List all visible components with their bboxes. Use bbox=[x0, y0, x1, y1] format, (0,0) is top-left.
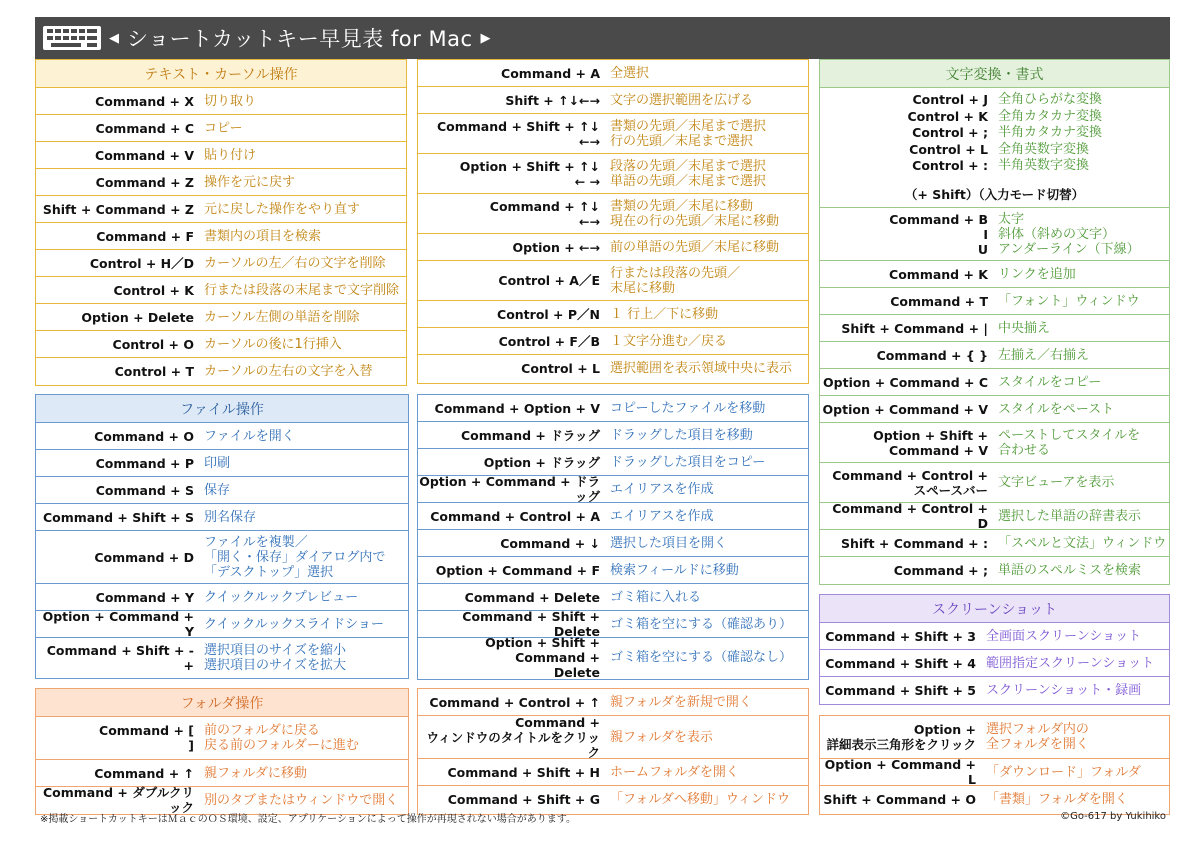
input-mode-note: （+ Shift）（入力モード切替） bbox=[904, 186, 1085, 202]
section-file-2 bbox=[417, 394, 809, 680]
shortcut-description: 選択範囲を表示領域中央に表示 bbox=[610, 360, 793, 376]
shortcut-row bbox=[820, 556, 1169, 583]
shortcut-key: Option + Command + Y bbox=[42, 609, 194, 639]
shortcut-key: Command + D bbox=[94, 549, 194, 565]
section-screenshot bbox=[819, 594, 1170, 705]
shortcut-key: Command + V bbox=[95, 147, 194, 163]
shortcut-description: ドラッグした項目を移動 bbox=[610, 427, 753, 443]
shortcut-key: Command + Z bbox=[95, 174, 194, 190]
shortcut-row bbox=[36, 476, 408, 503]
shortcut-description: 親フォルダを新規で開く bbox=[610, 694, 752, 710]
shortcut-key: Command + [ ] bbox=[99, 723, 194, 753]
section-header: 文字変換・書式 bbox=[820, 60, 1169, 87]
shortcut-description: ドラッグした項目をコピー bbox=[610, 454, 766, 470]
shortcut-row bbox=[36, 449, 408, 476]
shortcut-key: Shift + Command + O bbox=[823, 791, 976, 807]
section-text-cursor-2 bbox=[417, 59, 809, 384]
shortcut-key: Option + Delete bbox=[81, 309, 194, 325]
shortcut-key: Control + T bbox=[114, 363, 194, 379]
shortcut-description: スタイルをペースト bbox=[998, 401, 1115, 417]
shortcut-row bbox=[418, 502, 808, 529]
shortcut-key: Control + L bbox=[521, 360, 600, 376]
shortcut-row bbox=[820, 676, 1169, 703]
shortcut-row bbox=[820, 622, 1169, 649]
shortcut-row bbox=[36, 530, 408, 583]
shortcut-row bbox=[820, 649, 1169, 676]
shortcut-key: Shift + ↑↓←→ bbox=[505, 92, 600, 108]
shortcut-description: 全選択 bbox=[610, 65, 650, 81]
shortcut-row bbox=[820, 462, 1169, 502]
shortcut-key: Command + K bbox=[889, 266, 988, 282]
shortcut-row bbox=[36, 583, 408, 610]
shortcut-description: 貼り付け bbox=[204, 147, 257, 163]
shortcut-description: 選択フォルダ内の 全フォルダを開く bbox=[986, 722, 1089, 752]
shortcut-description: １ 行上／下に移動 bbox=[610, 306, 719, 322]
shortcut-key: Option + Command + L bbox=[824, 757, 976, 787]
shortcut-description: 「スペルと文法」ウィンドウ bbox=[998, 535, 1167, 551]
shortcut-row bbox=[418, 421, 808, 448]
shortcut-description: 選択項目のサイズを縮小 選択項目のサイズを拡大 bbox=[204, 642, 346, 673]
shortcut-description: ゴミ箱に入れる bbox=[610, 589, 702, 605]
shortcut-key: Command + Shift + ↑↓ ←→ bbox=[437, 118, 600, 149]
shortcut-key: Command + Option + V bbox=[434, 400, 600, 416]
shortcut-description: スクリーンショット・録画 bbox=[986, 682, 1142, 698]
shortcut-key: Shift + Command + | bbox=[841, 320, 988, 336]
shortcut-row bbox=[418, 354, 808, 381]
shortcut-key: Command + A bbox=[501, 65, 600, 81]
shortcut-description: 親フォルダを表示 bbox=[610, 729, 713, 745]
shortcut-description: 書類内の項目を検索 bbox=[204, 228, 322, 244]
shortcut-key: Shift + Command + Z bbox=[42, 201, 194, 217]
section-char-format bbox=[819, 59, 1170, 585]
shortcut-description: 左揃え／右揃え bbox=[998, 347, 1090, 363]
section-header: スクリーンショット bbox=[820, 595, 1169, 622]
shortcut-description: 範囲指定スクリーンショット bbox=[986, 655, 1155, 671]
shortcut-row bbox=[36, 759, 408, 786]
shortcut-description: 別のタブまたはウィンドウで開く bbox=[204, 792, 399, 808]
shortcut-description: 書類の先頭／末尾まで選択 行の先頭／末尾まで選択 bbox=[610, 118, 767, 149]
shortcut-row bbox=[36, 330, 406, 357]
shortcut-description: 全角ひらがな変換 全角カタカナ変換 半角カタカナ変換 全角英数字変換 半角英数字変換 bbox=[998, 92, 1103, 174]
shortcut-key: Command + Shift + 3 bbox=[825, 628, 976, 644]
shortcut-description: ファイルを複製／ 「開く・保存」ダイアログ内で 「デスクトップ」選択 bbox=[204, 534, 386, 580]
shortcut-description: 「フォント」ウィンドウ bbox=[998, 293, 1140, 309]
shortcut-description: ペーストしてスタイルを 合わせる bbox=[998, 427, 1141, 458]
shortcut-key: Command + ↓ bbox=[500, 535, 600, 551]
shortcut-row bbox=[820, 87, 1169, 207]
shortcut-row bbox=[820, 260, 1169, 287]
shortcut-key: Control + A／E bbox=[498, 273, 600, 288]
footnote: ※掲載ショートカットキーはＭａｃのＯＳ環境、設定、アプリケーションによって操作が再現されない場合があります。 bbox=[40, 814, 576, 825]
shortcut-key: Command + Y bbox=[95, 589, 194, 605]
shortcut-description: 段落の先頭／末尾まで選択 単語の先頭／末尾まで選択 bbox=[610, 158, 767, 189]
shortcut-row bbox=[418, 394, 808, 421]
shortcut-key: Command + Shift + G bbox=[447, 791, 600, 807]
shortcut-description: リンクを追加 bbox=[998, 266, 1076, 282]
shortcut-description: 「書類」フォルダを開く bbox=[986, 791, 1128, 807]
shortcut-description: 選択した項目を開く bbox=[610, 535, 728, 551]
keyboard-icon bbox=[43, 26, 101, 50]
shortcut-description: 行または段落の末尾まで文字削除 bbox=[204, 282, 400, 298]
section-text-cursor bbox=[35, 59, 407, 386]
shortcut-row bbox=[36, 168, 406, 195]
shortcut-description: 前のフォルダに戻る 戻る前のフォルダーに進む bbox=[204, 723, 359, 753]
shortcut-key: Control + H／D bbox=[89, 255, 194, 271]
shortcut-description: 保存 bbox=[204, 482, 231, 498]
shortcut-description: カーソルの後に1行挿入 bbox=[204, 336, 342, 352]
shortcut-description: 太字 斜体（斜めの文字） アンダーライン（下線） bbox=[998, 211, 1140, 257]
arrow-right-icon: ▶ bbox=[480, 30, 491, 46]
shortcut-key: Command + B I U bbox=[889, 211, 988, 257]
shortcut-row bbox=[820, 502, 1169, 529]
shortcut-key: Command + ↑↓ ←→ bbox=[489, 198, 600, 229]
shortcut-key: Command + S bbox=[95, 482, 194, 498]
shortcut-key: Command + O bbox=[94, 428, 194, 444]
shortcut-key: Option + Shift + Command + V bbox=[873, 427, 988, 458]
shortcut-description: 元に戻した操作をやり直す bbox=[204, 201, 361, 217]
shortcut-description: エイリアスを作成 bbox=[610, 508, 714, 524]
section-folder-3 bbox=[819, 715, 1170, 815]
shortcut-row bbox=[418, 300, 808, 327]
shortcut-row bbox=[820, 422, 1169, 462]
shortcut-row bbox=[36, 195, 406, 222]
shortcut-row bbox=[418, 556, 808, 583]
shortcut-description: 前の単語の先頭／末尾に移動 bbox=[610, 239, 780, 255]
shortcut-key: Command + ↑ bbox=[94, 765, 194, 781]
shortcut-description: 切り取り bbox=[204, 93, 257, 109]
shortcut-description: スタイルをコピー bbox=[998, 374, 1102, 390]
shortcut-description: 操作を元に戻す bbox=[204, 174, 296, 190]
shortcut-row bbox=[418, 448, 808, 475]
shortcut-row bbox=[820, 715, 1169, 758]
shortcut-key: Command + Shift + S bbox=[42, 509, 194, 525]
shortcut-row bbox=[36, 141, 406, 168]
shortcut-row bbox=[418, 260, 808, 300]
shortcut-description: 選択した単語の辞書表示 bbox=[998, 508, 1142, 524]
shortcut-key: Command + T bbox=[890, 293, 988, 309]
shortcut-description: 検索フィールドに移動 bbox=[610, 562, 739, 578]
shortcut-row bbox=[418, 583, 808, 610]
shortcut-row bbox=[418, 59, 808, 86]
shortcut-description: 文字ビューアを表示 bbox=[998, 475, 1115, 490]
shortcut-row bbox=[36, 357, 406, 384]
shortcut-key: Shift + Command + : bbox=[840, 535, 988, 551]
shortcut-description: ファイルを開く bbox=[204, 428, 295, 444]
shortcut-key: Command + Control + A bbox=[430, 508, 600, 524]
shortcut-description: 中央揃え bbox=[998, 320, 1051, 336]
shortcut-key: Command + P bbox=[95, 455, 194, 471]
shortcut-row bbox=[418, 86, 808, 113]
shortcut-row bbox=[418, 610, 808, 637]
shortcut-description: 別名保存 bbox=[204, 509, 257, 525]
shortcut-row bbox=[418, 193, 808, 233]
shortcut-key: Command + X bbox=[95, 93, 194, 109]
shortcut-row bbox=[36, 87, 406, 114]
shortcut-description: コピーしたファイルを移動 bbox=[610, 400, 766, 416]
shortcut-key: Command + ドラッグ bbox=[460, 427, 600, 443]
shortcut-key: Option + Command + F bbox=[435, 562, 600, 578]
shortcut-row bbox=[418, 529, 808, 556]
shortcut-row bbox=[36, 222, 406, 249]
shortcut-row bbox=[820, 785, 1169, 812]
shortcut-row bbox=[418, 758, 808, 785]
shortcut-key: Option + Command + ドラッグ bbox=[419, 474, 600, 504]
shortcut-description: １文字分進む／戻る bbox=[610, 333, 728, 349]
shortcut-row bbox=[36, 610, 408, 637]
shortcut-description: 「フォルダへ移動」ウィンドウ bbox=[610, 791, 791, 807]
shortcut-key: Option + Command + V bbox=[822, 401, 988, 417]
shortcut-row bbox=[820, 287, 1169, 314]
shortcut-key: Command + ; bbox=[893, 562, 988, 578]
shortcut-key: Command + { } bbox=[876, 347, 988, 363]
shortcut-description: ホームフォルダを開く bbox=[610, 764, 739, 780]
shortcut-description: 書類の先頭／末尾に移動 現在の行の先頭／末尾に移動 bbox=[610, 198, 780, 229]
shortcut-row bbox=[36, 276, 406, 303]
section-header: フォルダ操作 bbox=[36, 689, 408, 716]
shortcut-description: 全画面スクリーンショット bbox=[986, 628, 1142, 644]
shortcut-key: Command + Shift + Delete bbox=[462, 609, 600, 639]
shortcut-description: カーソル左側の単語を削除 bbox=[204, 309, 360, 325]
shortcut-description: 親フォルダに移動 bbox=[204, 765, 307, 781]
arrow-left-icon: ◀ bbox=[109, 30, 119, 46]
shortcut-row bbox=[36, 716, 408, 759]
shortcut-key: Command + Shift + 5 bbox=[825, 682, 976, 698]
shortcut-key: Command + Shift + - + bbox=[46, 642, 194, 673]
shortcut-row bbox=[418, 688, 808, 715]
shortcut-key: Command + Delete bbox=[464, 589, 600, 605]
shortcut-description: クイックルックプレビュー bbox=[204, 589, 359, 605]
shortcut-description: コピー bbox=[204, 120, 243, 136]
shortcut-key: Option + ←→ bbox=[512, 239, 600, 255]
shortcut-key: Option + Shift + ↑↓ ← → bbox=[459, 158, 600, 189]
shortcut-key: Control + K bbox=[113, 282, 194, 298]
shortcut-row bbox=[36, 503, 408, 530]
shortcut-row bbox=[36, 422, 408, 449]
shortcut-description: クイックルックスライドショー bbox=[204, 616, 384, 632]
shortcut-row bbox=[418, 113, 808, 153]
shortcut-key: Option + 詳細表示三角形をクリック bbox=[826, 722, 976, 752]
section-folder-2 bbox=[417, 688, 809, 815]
shortcut-key: Command + Control + ↑ bbox=[429, 694, 600, 710]
shortcut-key: Option + Command + C bbox=[823, 374, 988, 390]
shortcut-row bbox=[820, 207, 1169, 260]
shortcut-description: 行または段落の先頭／ 末尾に移動 bbox=[610, 265, 741, 296]
shortcut-row bbox=[418, 233, 808, 260]
shortcut-description: エイリアスを作成 bbox=[610, 481, 714, 497]
shortcut-description: 単語のスペルミスを検索 bbox=[998, 562, 1142, 578]
shortcut-row bbox=[36, 249, 406, 276]
shortcut-row bbox=[36, 114, 406, 141]
shortcut-row bbox=[418, 635, 808, 680]
shortcut-description: 文字の選択範囲を広げる bbox=[610, 92, 754, 108]
shortcut-description: ゴミ箱を空にする（確認なし） bbox=[610, 650, 793, 665]
shortcut-key: Command + ダブルクリック bbox=[42, 785, 194, 815]
shortcut-row bbox=[418, 785, 808, 812]
section-folder bbox=[35, 688, 409, 815]
shortcut-row bbox=[36, 303, 406, 330]
shortcut-row bbox=[820, 341, 1169, 368]
section-file bbox=[35, 394, 409, 679]
shortcut-row bbox=[820, 758, 1169, 785]
shortcut-key: Command + ウィンドウのタイトルをクリック bbox=[426, 714, 600, 760]
copyright: ©Go-617 by Yukihiko bbox=[1060, 811, 1166, 822]
shortcut-description: カーソルの左／右の文字を削除 bbox=[204, 255, 386, 271]
shortcut-key: Command + Shift + H bbox=[447, 764, 600, 780]
shortcut-key: Command + C bbox=[95, 120, 194, 136]
page-title: ショートカットキー早見表 for Mac bbox=[127, 27, 473, 51]
shortcut-description: カーソルの左右の文字を入替 bbox=[204, 363, 373, 379]
title-bar bbox=[35, 17, 1170, 59]
shortcut-description: 「ダウンロード」フォルダ bbox=[986, 764, 1141, 780]
shortcut-row bbox=[820, 314, 1169, 341]
shortcut-key: Option + Shift + Command + Delete bbox=[485, 635, 600, 680]
shortcut-description: 印刷 bbox=[204, 455, 231, 471]
shortcut-key: Control + O bbox=[112, 336, 194, 352]
shortcut-key: Command + Shift + 4 bbox=[825, 655, 976, 671]
shortcut-key: Command + F bbox=[96, 228, 194, 244]
shortcut-row bbox=[820, 395, 1169, 422]
shortcut-key: Option + ドラッグ bbox=[483, 454, 600, 470]
shortcut-row bbox=[418, 475, 808, 502]
shortcut-row bbox=[418, 715, 808, 758]
section-header: ファイル操作 bbox=[36, 395, 408, 422]
shortcut-row bbox=[820, 529, 1169, 556]
shortcut-row bbox=[820, 368, 1169, 395]
shortcut-key: Command + Control + D bbox=[832, 501, 988, 531]
shortcut-row bbox=[36, 637, 408, 677]
shortcut-key: Command + Control + スペースバー bbox=[832, 467, 988, 498]
shortcut-row bbox=[418, 327, 808, 354]
shortcut-row bbox=[36, 786, 408, 813]
shortcut-key: Control + P／N bbox=[497, 306, 600, 322]
shortcut-key: Control + F／B bbox=[498, 333, 600, 349]
section-header: テキスト・カーソル操作 bbox=[36, 60, 406, 87]
shortcut-row bbox=[418, 153, 808, 193]
shortcut-description: ゴミ箱を空にする（確認あり） bbox=[610, 616, 793, 632]
shortcut-key: Control + J Control + K Control + ; Control + L Control + : bbox=[907, 92, 988, 174]
